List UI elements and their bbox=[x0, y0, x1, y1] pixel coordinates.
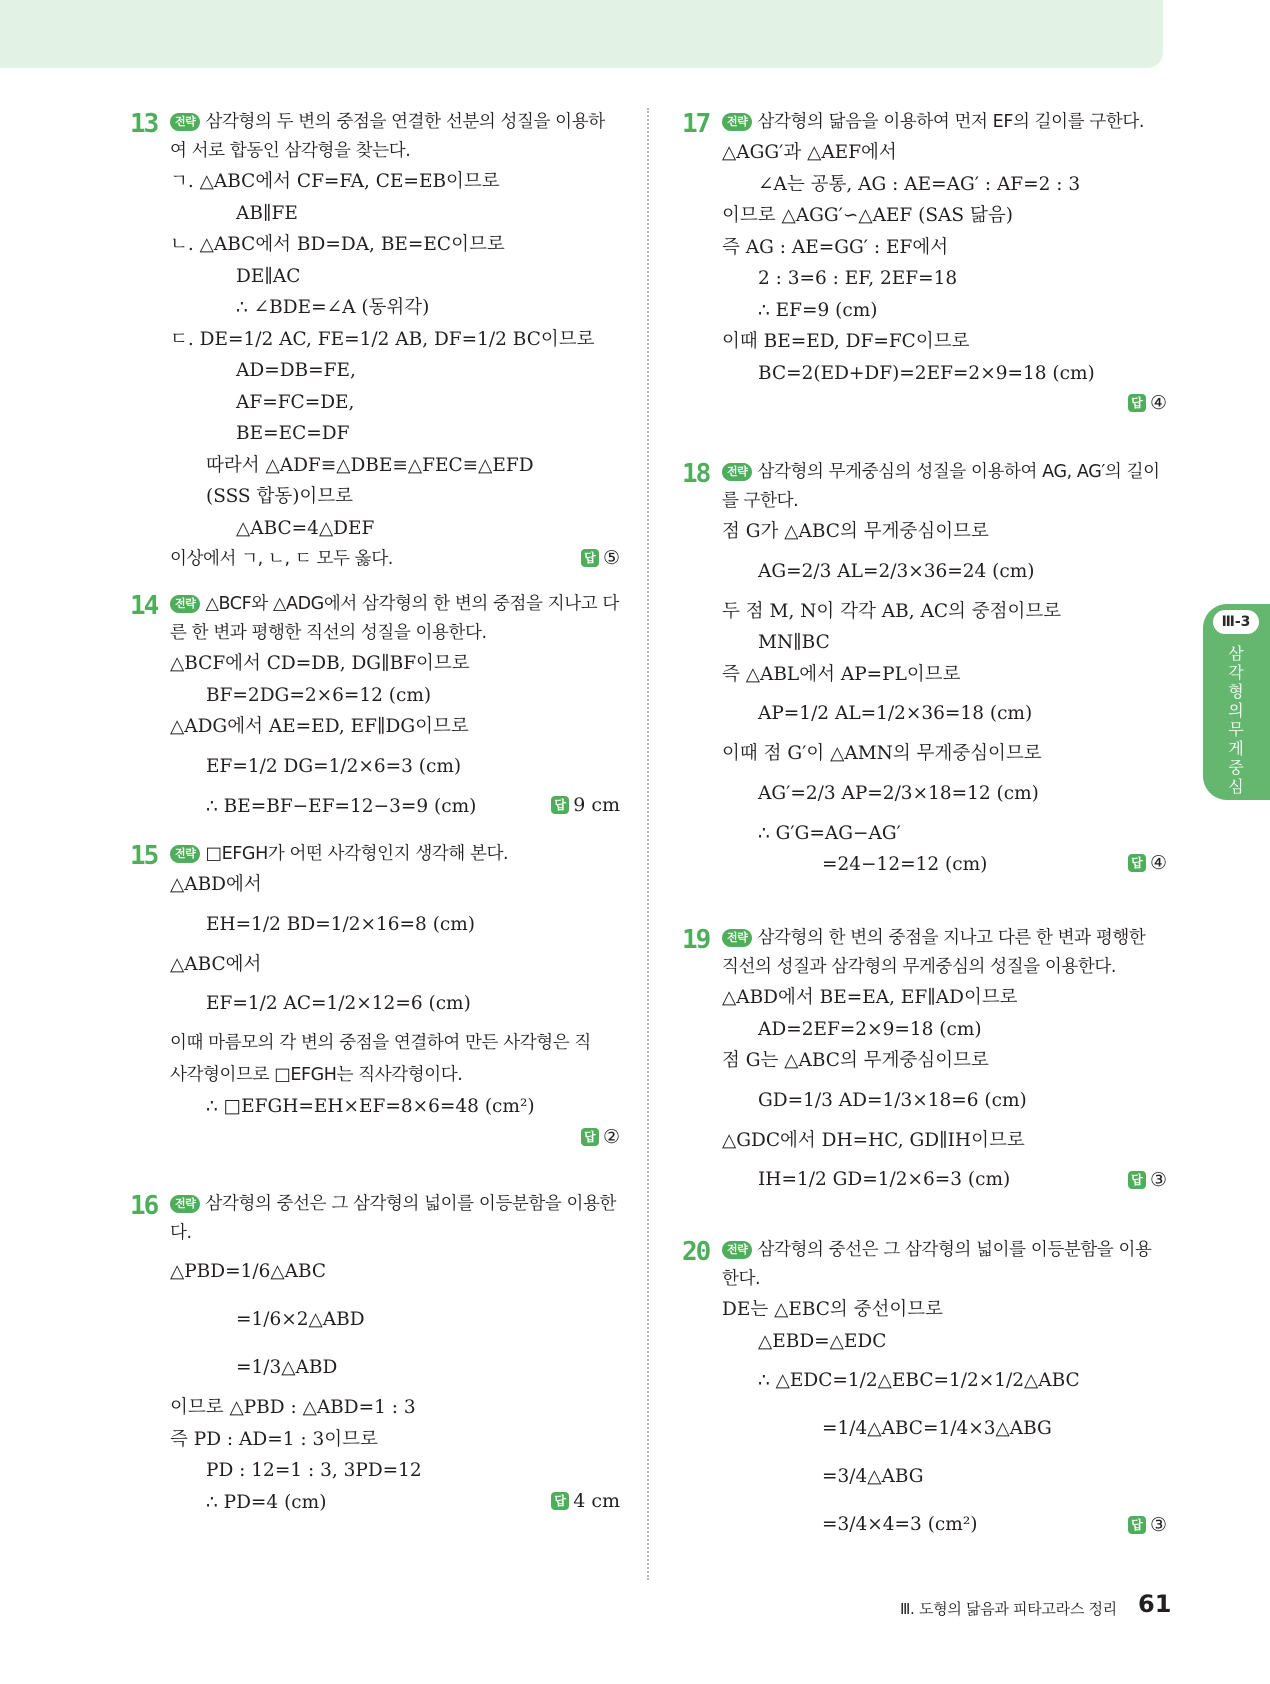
solution-line: ㄷ. DE=1/2 AC, FE=1/2 AB, DF=1/2 BC이므로 bbox=[170, 328, 595, 350]
solution-line: △GDC에서 DH=HC, GD∥IH이므로 bbox=[722, 1129, 1025, 1151]
answer: 답 9 cm bbox=[551, 791, 620, 819]
solution-line: AB∥FE bbox=[236, 202, 298, 224]
solution-line: 이때 점 G′이 △AMN의 무게중심이므로 bbox=[722, 743, 1042, 764]
solution-line: 즉 PD : AD=1 : 3이므로 bbox=[170, 1428, 378, 1450]
answer-badge: 답 bbox=[1128, 1516, 1146, 1534]
solution-line: 따라서 △ADF≡△DBE≡△FEC≡△EFD bbox=[206, 454, 534, 476]
solution-line: ∴ △EDC=1/2△EBC=1/2×1/2△ABC bbox=[758, 1370, 1080, 1391]
solution-line: GD=1/3 AD=1/3×18=6 (cm) bbox=[758, 1089, 1027, 1111]
problem-number: 14 bbox=[130, 591, 158, 621]
solution-line: 이므로 △AGG′∽△AEF (SAS 닮음) bbox=[722, 205, 1013, 226]
answer: 답 ③ bbox=[1128, 1166, 1167, 1194]
solution-line: EF=1/2 AC=1/2×12=6 (cm) bbox=[206, 993, 471, 1014]
top-header-band bbox=[0, 0, 1163, 68]
solution-line: BC=2(ED+DF)=2EF=2×9=18 (cm) bbox=[758, 362, 1095, 384]
solution-line: 이므로 △PBD : △ABD=1 : 3 bbox=[170, 1397, 416, 1418]
problem-number: 13 bbox=[130, 109, 158, 139]
solution-line: △ABD에서 BE=EA, EF∥AD이므로 bbox=[722, 987, 1018, 1008]
solution-line: 점 G가 △ABC의 무게중심이므로 bbox=[722, 521, 989, 542]
strategy-text: 전략 삼각형의 무게중심의 성질을 이용하여 AG, AG′의 길이를 구한다. bbox=[722, 462, 1160, 511]
solution-line: =24−12=12 (cm) bbox=[822, 854, 988, 875]
solution-line: AP=1/2 AL=1/2×36=18 (cm) bbox=[758, 703, 1033, 724]
problem-18 bbox=[672, 458, 1167, 924]
page-number: 61 bbox=[1138, 1590, 1172, 1618]
answer-row bbox=[722, 849, 1167, 881]
problem-17 bbox=[672, 108, 1167, 458]
solution-line: ∴ PD=4 (cm) bbox=[206, 1491, 327, 1513]
solution-line: 즉 △ABL에서 AP=PL이므로 bbox=[722, 663, 961, 685]
answer: 답 4 cm bbox=[551, 1487, 620, 1515]
solution-line: PD : 12=1 : 3, 3PD=12 bbox=[206, 1460, 422, 1481]
problem-14 bbox=[120, 590, 620, 840]
solution-line: MN∥BC bbox=[758, 632, 830, 653]
problem-number: 17 bbox=[682, 109, 710, 139]
solution-line: 2 : 3=6 : EF, 2EF=18 bbox=[758, 268, 958, 289]
solution-line: △ADG에서 AE=ED, EF∥DG이므로 bbox=[170, 716, 469, 737]
solution-line: IH=1/2 GD=1/2×6=3 (cm) bbox=[758, 1169, 1011, 1190]
answer: 답 ⑤ bbox=[581, 544, 620, 572]
strategy-text: 전략 △BCF와 △ADG에서 삼각형의 한 변의 중점을 지나고 다른 한 변과 평행한 직선의 성질을 이용한다. bbox=[170, 594, 619, 643]
solution-line: 즉 AG : AE=GG′ : EF에서 bbox=[722, 236, 949, 258]
answer-badge: 답 bbox=[581, 1128, 599, 1146]
solution-line: △PBD=1/6△ABC bbox=[170, 1261, 327, 1282]
strategy-text: 전략 삼각형의 두 변의 중점을 연결한 선분의 성질을 이용하여 서로 합동인 삼각형을 찾는다. bbox=[170, 112, 605, 161]
problem-number: 19 bbox=[682, 925, 710, 955]
solution-line: 이때 마름모의 각 변의 중점을 연결하여 만든 사각형은 직 bbox=[170, 1033, 591, 1053]
solution-line: △ABC에서 bbox=[170, 953, 262, 975]
problem-number: 18 bbox=[682, 459, 710, 489]
problem-number: 20 bbox=[682, 1237, 710, 1267]
side-tab-title: 삼각형의 무게중심 bbox=[1228, 644, 1244, 796]
strategy-text: 전략 삼각형의 한 변의 중점을 지나고 다른 한 변과 평행한 직선의 성질과 삼각형의 무게중심의 성질을 이용한다. bbox=[722, 928, 1146, 977]
problem-number: 15 bbox=[130, 841, 158, 871]
solution-line: △EBD=△EDC bbox=[758, 1330, 887, 1352]
answer-row bbox=[170, 1487, 620, 1519]
solution-line: △ABC=4△DEF bbox=[236, 517, 375, 539]
answer-badge: 답 bbox=[551, 796, 569, 814]
solution-line: (SSS 합동)이므로 bbox=[206, 486, 354, 507]
solution-line: DE는 △EBC의 중선이므로 bbox=[722, 1299, 944, 1320]
solution-line: △AGG′과 △AEF에서 bbox=[722, 142, 897, 163]
answer-row bbox=[722, 1156, 1167, 1204]
answer-badge: 답 bbox=[1128, 854, 1146, 872]
solution-line: DE∥AC bbox=[236, 265, 301, 287]
answer: 답 ④ bbox=[722, 389, 1167, 417]
solution-line: =1/3△ABD bbox=[236, 1357, 338, 1378]
problem-20 bbox=[672, 1236, 1167, 1549]
answer: 답 ② bbox=[170, 1123, 620, 1151]
strategy-text: 전략 삼각형의 중선은 그 삼각형의 넓이를 이등분함을 이용한다. bbox=[170, 1194, 617, 1243]
solution-line: ∴ EF=9 (cm) bbox=[758, 299, 878, 321]
solution-line: 점 G는 △ABC의 무게중심이므로 bbox=[722, 1050, 989, 1071]
strategy-badge: 전략 bbox=[722, 1241, 752, 1259]
unit-label: Ⅲ-3 bbox=[1213, 610, 1259, 634]
strategy-text: 전략 삼각형의 닮음을 이용하여 먼저 EF의 길이를 구한다. bbox=[722, 108, 1167, 137]
problem-number: 16 bbox=[130, 1191, 158, 1221]
solution-line: BE=EC=DF bbox=[236, 423, 350, 444]
strategy-text: 전략 □EFGH가 어떤 사각형인지 생각해 본다. bbox=[170, 840, 620, 869]
strategy-badge: 전략 bbox=[722, 929, 752, 947]
solution-line: △ABD에서 bbox=[170, 874, 262, 895]
answer-row bbox=[170, 791, 620, 823]
answer-badge: 답 bbox=[581, 549, 599, 567]
strategy-badge: 전략 bbox=[170, 845, 200, 863]
answer-badge: 답 bbox=[1128, 394, 1146, 412]
strategy-badge: 전략 bbox=[170, 113, 200, 131]
solution-line: EF=1/2 DG=1/2×6=3 (cm) bbox=[206, 755, 462, 777]
solution-line: =3/4△ABG bbox=[822, 1466, 924, 1487]
solution-line: △BCF에서 CD=DB, DG∥BF이므로 bbox=[170, 653, 470, 674]
solution-line: ㄴ. △ABC에서 BD=DA, BE=EC이므로 bbox=[170, 234, 505, 255]
solution-line: AD=2EF=2×9=18 (cm) bbox=[758, 1018, 982, 1040]
right-column bbox=[672, 108, 1167, 1549]
solution-line: AF=FC=DE, bbox=[236, 391, 355, 413]
answer-row bbox=[722, 1501, 1167, 1549]
solution-line: ∴ BE=BF−EF=12−3=9 (cm) bbox=[206, 795, 477, 817]
chapter-side-tab[interactable] bbox=[1203, 604, 1270, 800]
answer-row bbox=[170, 544, 620, 576]
solution-line: ∠A는 공통, AG : AE=AG′ : AF=2 : 3 bbox=[758, 173, 1081, 195]
left-column bbox=[120, 108, 620, 1518]
solution-line: AD=DB=FE, bbox=[236, 360, 356, 381]
problem-16 bbox=[120, 1190, 620, 1518]
solution-line: 사각형이므로 □EFGH는 직사각형이다. bbox=[170, 1064, 463, 1085]
solution-line: =3/4×4=3 (cm²) bbox=[822, 1514, 978, 1535]
solution-line: ∴ ∠BDE=∠A (동위각) bbox=[236, 297, 430, 318]
solution-line: BF=2DG=2×6=12 (cm) bbox=[206, 684, 432, 706]
answer: 답 ③ bbox=[1128, 1511, 1167, 1539]
strategy-badge: 전략 bbox=[722, 463, 752, 481]
solution-line: EH=1/2 BD=1/2×16=8 (cm) bbox=[206, 913, 476, 935]
footer-chapter: Ⅲ. 도형의 닮음과 피타고라스 정리 bbox=[900, 1600, 1117, 1618]
answer-badge: 답 bbox=[551, 1492, 569, 1510]
problem-19 bbox=[672, 924, 1167, 1236]
solution-line: ∴ G′G=AG−AG′ bbox=[758, 822, 901, 844]
strategy-badge: 전략 bbox=[722, 113, 752, 131]
solution-line: =1/6×2△ABD bbox=[236, 1309, 365, 1330]
solution-line: 이때 BE=ED, DF=FC이므로 bbox=[722, 331, 970, 352]
answer: 답 ④ bbox=[1128, 849, 1167, 877]
problem-15 bbox=[120, 840, 620, 1190]
solution-line: =1/4△ABC=1/4×3△ABG bbox=[822, 1418, 1052, 1439]
solution-line: ∴ □EFGH=EH×EF=8×6=48 (cm²) bbox=[206, 1096, 535, 1117]
solution-line: 두 점 M, N이 각각 AB, AC의 중점이므로 bbox=[722, 600, 1062, 622]
solution-line: ㄱ. △ABC에서 CF=FA, CE=EB이므로 bbox=[170, 171, 500, 192]
answer-badge: 답 bbox=[1128, 1171, 1146, 1189]
strategy-text: 전략 삼각형의 중선은 그 삼각형의 넓이를 이등분함을 이용한다. bbox=[722, 1240, 1152, 1289]
solution-line: 이상에서 ㄱ, ㄴ, ㄷ 모두 옳다. bbox=[170, 549, 393, 569]
strategy-badge: 전략 bbox=[170, 595, 200, 613]
column-divider bbox=[647, 108, 649, 1580]
strategy-badge: 전략 bbox=[170, 1195, 200, 1213]
solution-line: AG=2/3 AL=2/3×36=24 (cm) bbox=[758, 560, 1035, 582]
solution-line: AG′=2/3 AP=2/3×18=12 (cm) bbox=[758, 782, 1039, 804]
problem-13 bbox=[120, 108, 620, 590]
